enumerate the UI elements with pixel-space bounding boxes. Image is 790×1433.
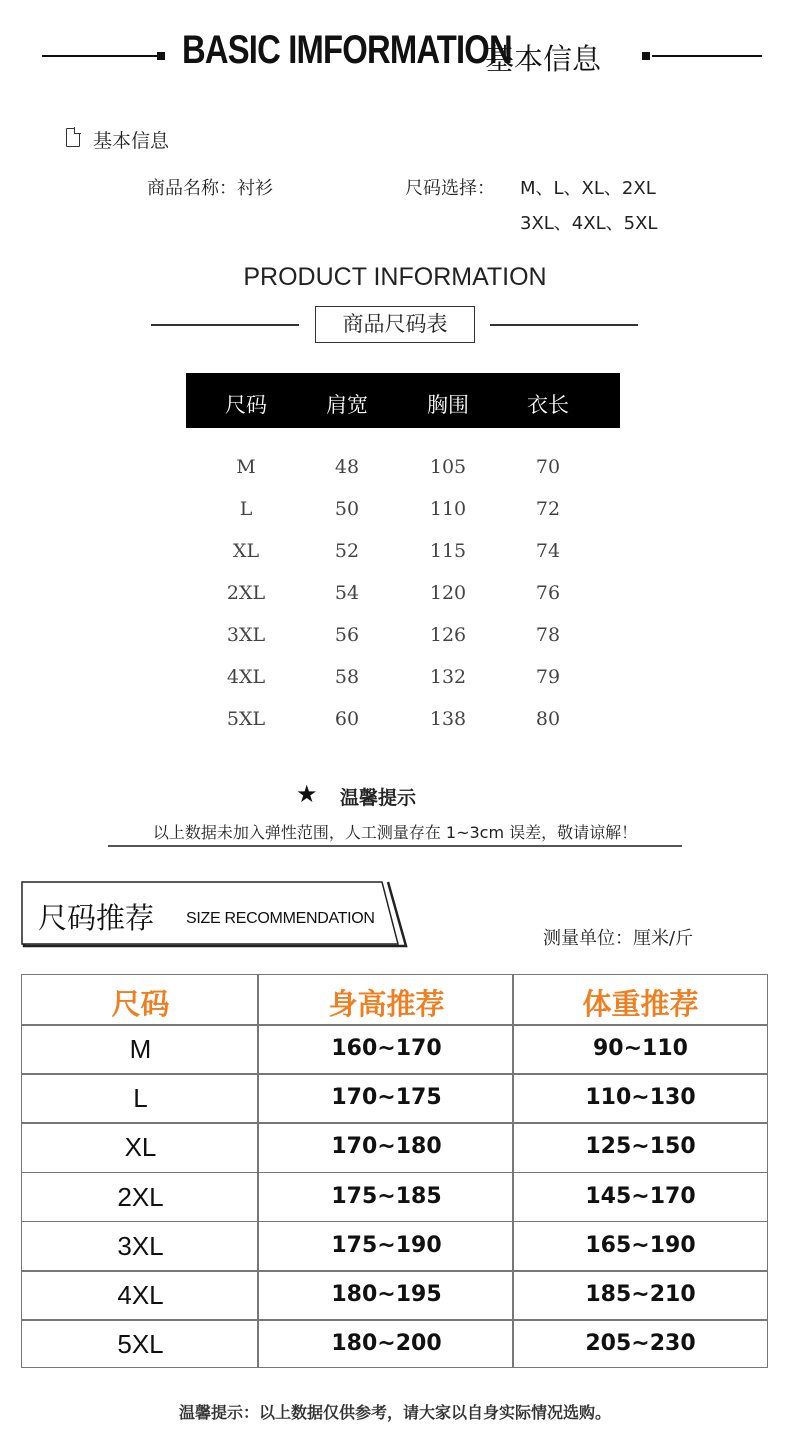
size-table-row [186, 624, 620, 654]
height-range-cell: 180~200 [331, 1331, 442, 1357]
size-table-cell: 54 [334, 582, 360, 604]
size-table-row [186, 456, 620, 486]
height-range-cell: 160~170 [331, 1036, 442, 1061]
divider-right [490, 324, 638, 326]
size-table-cell: 56 [334, 624, 360, 646]
height-range-cell: 180~195 [331, 1282, 442, 1307]
size-table-header [186, 373, 620, 428]
measurement-unit: 测量单位：厘米/斤 [543, 928, 694, 949]
footer-note: 温馨提示：以上数据仅供参考，请大家以自身实际情况选购。 [178, 1403, 611, 1422]
recommendation-size-cell: 2XL [117, 1181, 164, 1212]
size-table-row [186, 582, 620, 612]
table-row-divider [22, 1172, 767, 1174]
warm-tip-title: 温馨提示 [340, 787, 417, 809]
size-table-cell: 78 [535, 624, 561, 646]
header-title-cn: 基本信息 [485, 42, 602, 76]
star-icon: ★ [296, 780, 318, 808]
weight-range-cell: 185~210 [585, 1282, 696, 1307]
size-table-cell: 58 [334, 666, 360, 688]
size-table-cell: 72 [535, 498, 561, 520]
size-table-cell: 74 [535, 540, 561, 562]
size-table-cell: M [236, 456, 256, 478]
product-info-subtitle: 商品尺码表 [315, 306, 475, 343]
size-options-line2: 3XL、4XL、5XL [520, 213, 658, 234]
size-table-cell: 126 [429, 624, 467, 646]
size-table-cell: 115 [429, 540, 467, 562]
weight-range-cell: 110~130 [585, 1085, 696, 1111]
weight-range-cell: 165~190 [585, 1232, 696, 1258]
recommendation-table [21, 974, 768, 1368]
size-table-cell: 48 [334, 456, 360, 478]
size-table-cell: 4XL [226, 666, 266, 688]
recommendation-size-cell: 4XL [117, 1280, 164, 1310]
size-table-row [186, 498, 620, 528]
size-table-cell: 76 [535, 582, 561, 604]
table-row-divider [22, 1073, 767, 1075]
size-table-cell: 80 [535, 708, 561, 730]
recommendation-size-cell: L [133, 1083, 148, 1114]
recommendation-size-cell: 5XL [117, 1329, 164, 1360]
size-table-cell: 110 [429, 498, 467, 520]
recommendation-size-cell: 3XL [117, 1230, 164, 1261]
size-table-cell: 2XL [226, 582, 266, 604]
size-table-cell: 105 [429, 456, 467, 478]
weight-range-cell: 145~170 [585, 1183, 696, 1209]
size-table-cell: 3XL [226, 624, 266, 646]
product-info-title: PRODUCT INFORMATION [243, 263, 547, 291]
header-square-left [157, 52, 165, 60]
section-header [0, 26, 790, 86]
recommendation-header-cell: 身高推荐 [328, 987, 445, 1021]
table-row-divider [22, 1319, 767, 1321]
header-line-right [652, 55, 762, 57]
weight-range-cell: 125~150 [585, 1134, 696, 1160]
size-select-label: 尺码选择： [405, 178, 495, 199]
divider-left [151, 324, 299, 326]
size-table-cell: XL [232, 540, 260, 562]
basic-info-label: 基本信息 [93, 130, 170, 152]
size-table-cell: 120 [429, 582, 467, 604]
table-row-divider [22, 1270, 767, 1272]
size-table-row [186, 708, 620, 738]
size-table-cell: L [239, 498, 253, 520]
recommendation-header-cell: 尺码 [111, 987, 170, 1021]
size-table-header-cell: 尺码 [225, 393, 267, 417]
recommendation-size-cell: M [129, 1034, 152, 1064]
size-table-header-cell: 肩宽 [326, 393, 368, 417]
warm-tip-text: 以上数据未加入弹性范围，人工测量存在 1~3cm 误差，敬请谅解！ [152, 823, 638, 842]
height-range-cell: 175~185 [331, 1183, 442, 1209]
product-name: 商品名称：衬衫 [147, 178, 273, 199]
size-table-row [186, 666, 620, 696]
size-table-header-cell: 胸围 [427, 393, 469, 417]
weight-range-cell: 90~110 [593, 1036, 688, 1061]
recommendation-title-cn: 尺码推荐 [38, 901, 155, 935]
table-row-divider [22, 1024, 767, 1026]
size-table-cell: 138 [429, 708, 467, 730]
size-table-cell: 79 [535, 666, 561, 688]
height-range-cell: 175~190 [331, 1232, 442, 1258]
size-table-cell: 52 [334, 540, 360, 562]
size-table-cell: 70 [535, 456, 561, 478]
size-table-cell: 5XL [226, 708, 266, 730]
size-table-header-cell: 衣长 [527, 393, 569, 417]
size-options-line1: M、L、XL、2XL [520, 178, 656, 199]
header-title-en: BASIC IMFORMATION [182, 28, 512, 72]
warm-tip-underline [108, 845, 682, 847]
size-table-cell: 50 [334, 498, 360, 520]
size-table-cell: 60 [334, 708, 360, 730]
height-range-cell: 170~175 [331, 1085, 442, 1111]
document-icon [66, 128, 80, 147]
table-row-divider [22, 1221, 767, 1223]
header-line-left [42, 55, 157, 57]
recommendation-header-cell: 体重推荐 [582, 987, 699, 1021]
height-range-cell: 170~180 [331, 1134, 442, 1160]
header-square-right [642, 52, 650, 60]
size-table-cell: 132 [429, 666, 467, 688]
table-row-divider [22, 1122, 767, 1124]
recommendation-title-en: SIZE RECOMMENDATION [186, 910, 375, 927]
weight-range-cell: 205~230 [585, 1331, 696, 1357]
recommendation-size-cell: XL [124, 1132, 157, 1163]
size-table-row [186, 540, 620, 570]
